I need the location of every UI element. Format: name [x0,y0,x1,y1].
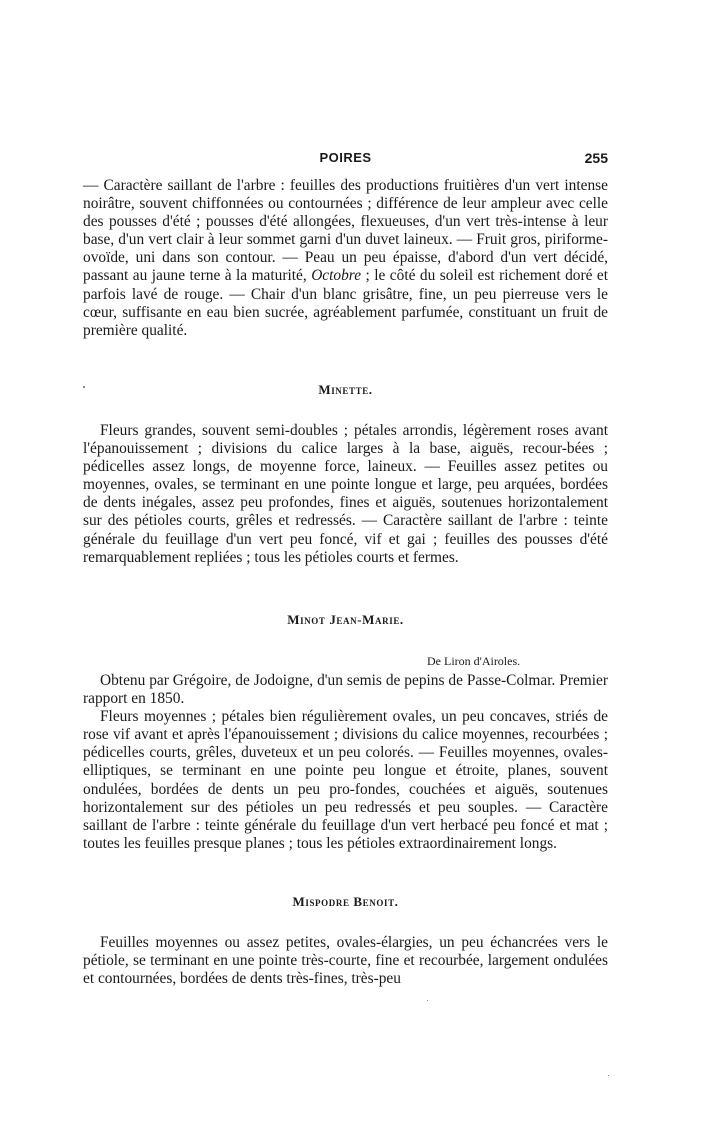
section-mispodre-benoit [83,894,608,988]
entry-heading: Minot Jean-Marie. [287,612,404,627]
scan-speck [83,386,85,388]
paragraph [83,177,608,340]
attribution: De Liron d'Airoles. [427,654,521,668]
entry-heading: Minette. [318,382,373,397]
section-minot-jean-marie [83,612,608,853]
month-emphasis: Octobre [311,267,362,285]
paragraph-text: ; le côté du soleil est richement doré et parfois lavé de rouge. — Chair d'un blanc grisâtre, fine, un peu pierreuse vers le cœur, suffisante en eau bien sucrée, agréablement parfumée, constituant un fruit de première qualité. [83,267,608,339]
paragraph: Fleurs moyennes ; pétales bien régulièrement ovales, un peu concaves, striés de rose vif avant et après l'épanouissement ; divisions du calice moyennes, recourbées ; pédicelles courts, grêles, duveteux et un peu colorés. — Feuilles moyennes, ovales-elliptiques, se terminant en une pointe peu longue et étroite, planes, souvent ondulées, bordées de dents un peu pro-fondes, couchées et aiguës, soutenues horizontalement sur des pétioles un peu redressés et peu souples. — Caractère saillant de l'arbre : teinte générale du feuillage d'un vert herbacé peu foncé et mat ; toutes les feuilles presque planes ; tous les pétioles extraordinairement longs. [83,708,608,852]
paragraph: Obtenu par Grégoire, de Jodoigne, d'un semis de pepins de Passe-Colmar. Premier rapport en 1850. [83,672,608,708]
paragraph: Fleurs grandes, souvent semi-doubles ; pétales arrondis, légèrement roses avant l'épanouissement ; divisions du calice larges à la base, aiguës, recour-bées ; pédicelles assez longs, de moyenne force, laineux. — Feuilles assez petites ou moyennes, ovales, se terminant en une pointe longue et large, peu arquées, bordées de dents inégales, assez peu profondes, fines et aiguës, soutenues horizontalement sur des pétioles courts, grêles et redressés. — Caractère saillant de l'arbre : teinte générale du feuillage d'un vert peu foncé, vif et gai ; feuilles des pousses d'été remarquablement repliées ; tous les pétioles courts et fermes. [83,422,608,566]
running-head [83,150,608,170]
page-number: 255 [584,150,608,166]
scan-speck [427,1000,428,1001]
scan-speck [608,1075,609,1076]
section-minette [83,382,608,567]
running-title: POIRES [319,150,372,165]
paragraph-text: — Caractère saillant de l'arbre : feuilles des productions fruitières d'un vert intense noirâtre, souvent chiffonnées ou contournées ; différence de leur ampleur avec celle des pousses d'été ; pousses d'été allongées, flexueuses, d'un vert très-intense à leur base, d'un vert clair à leur sommet garni d'un duvet laineux. — Fruit gros, piriforme-ovoïde, uni dans son contour. — Peau un peu épaisse, d'abord d'un vert décidé, passant au jaune terne à la maturité, [83,177,608,285]
entry-heading: Mispodre Benoit. [292,894,399,909]
paragraph: Feuilles moyennes ou assez petites, ovales-élargies, un peu échancrées vers le pétiole, se terminant en une pointe très-courte, fine et recourbée, largement ondulées et contournées, bordées de dents très-fines, très-peu [83,934,608,988]
section-continuation [83,177,608,340]
